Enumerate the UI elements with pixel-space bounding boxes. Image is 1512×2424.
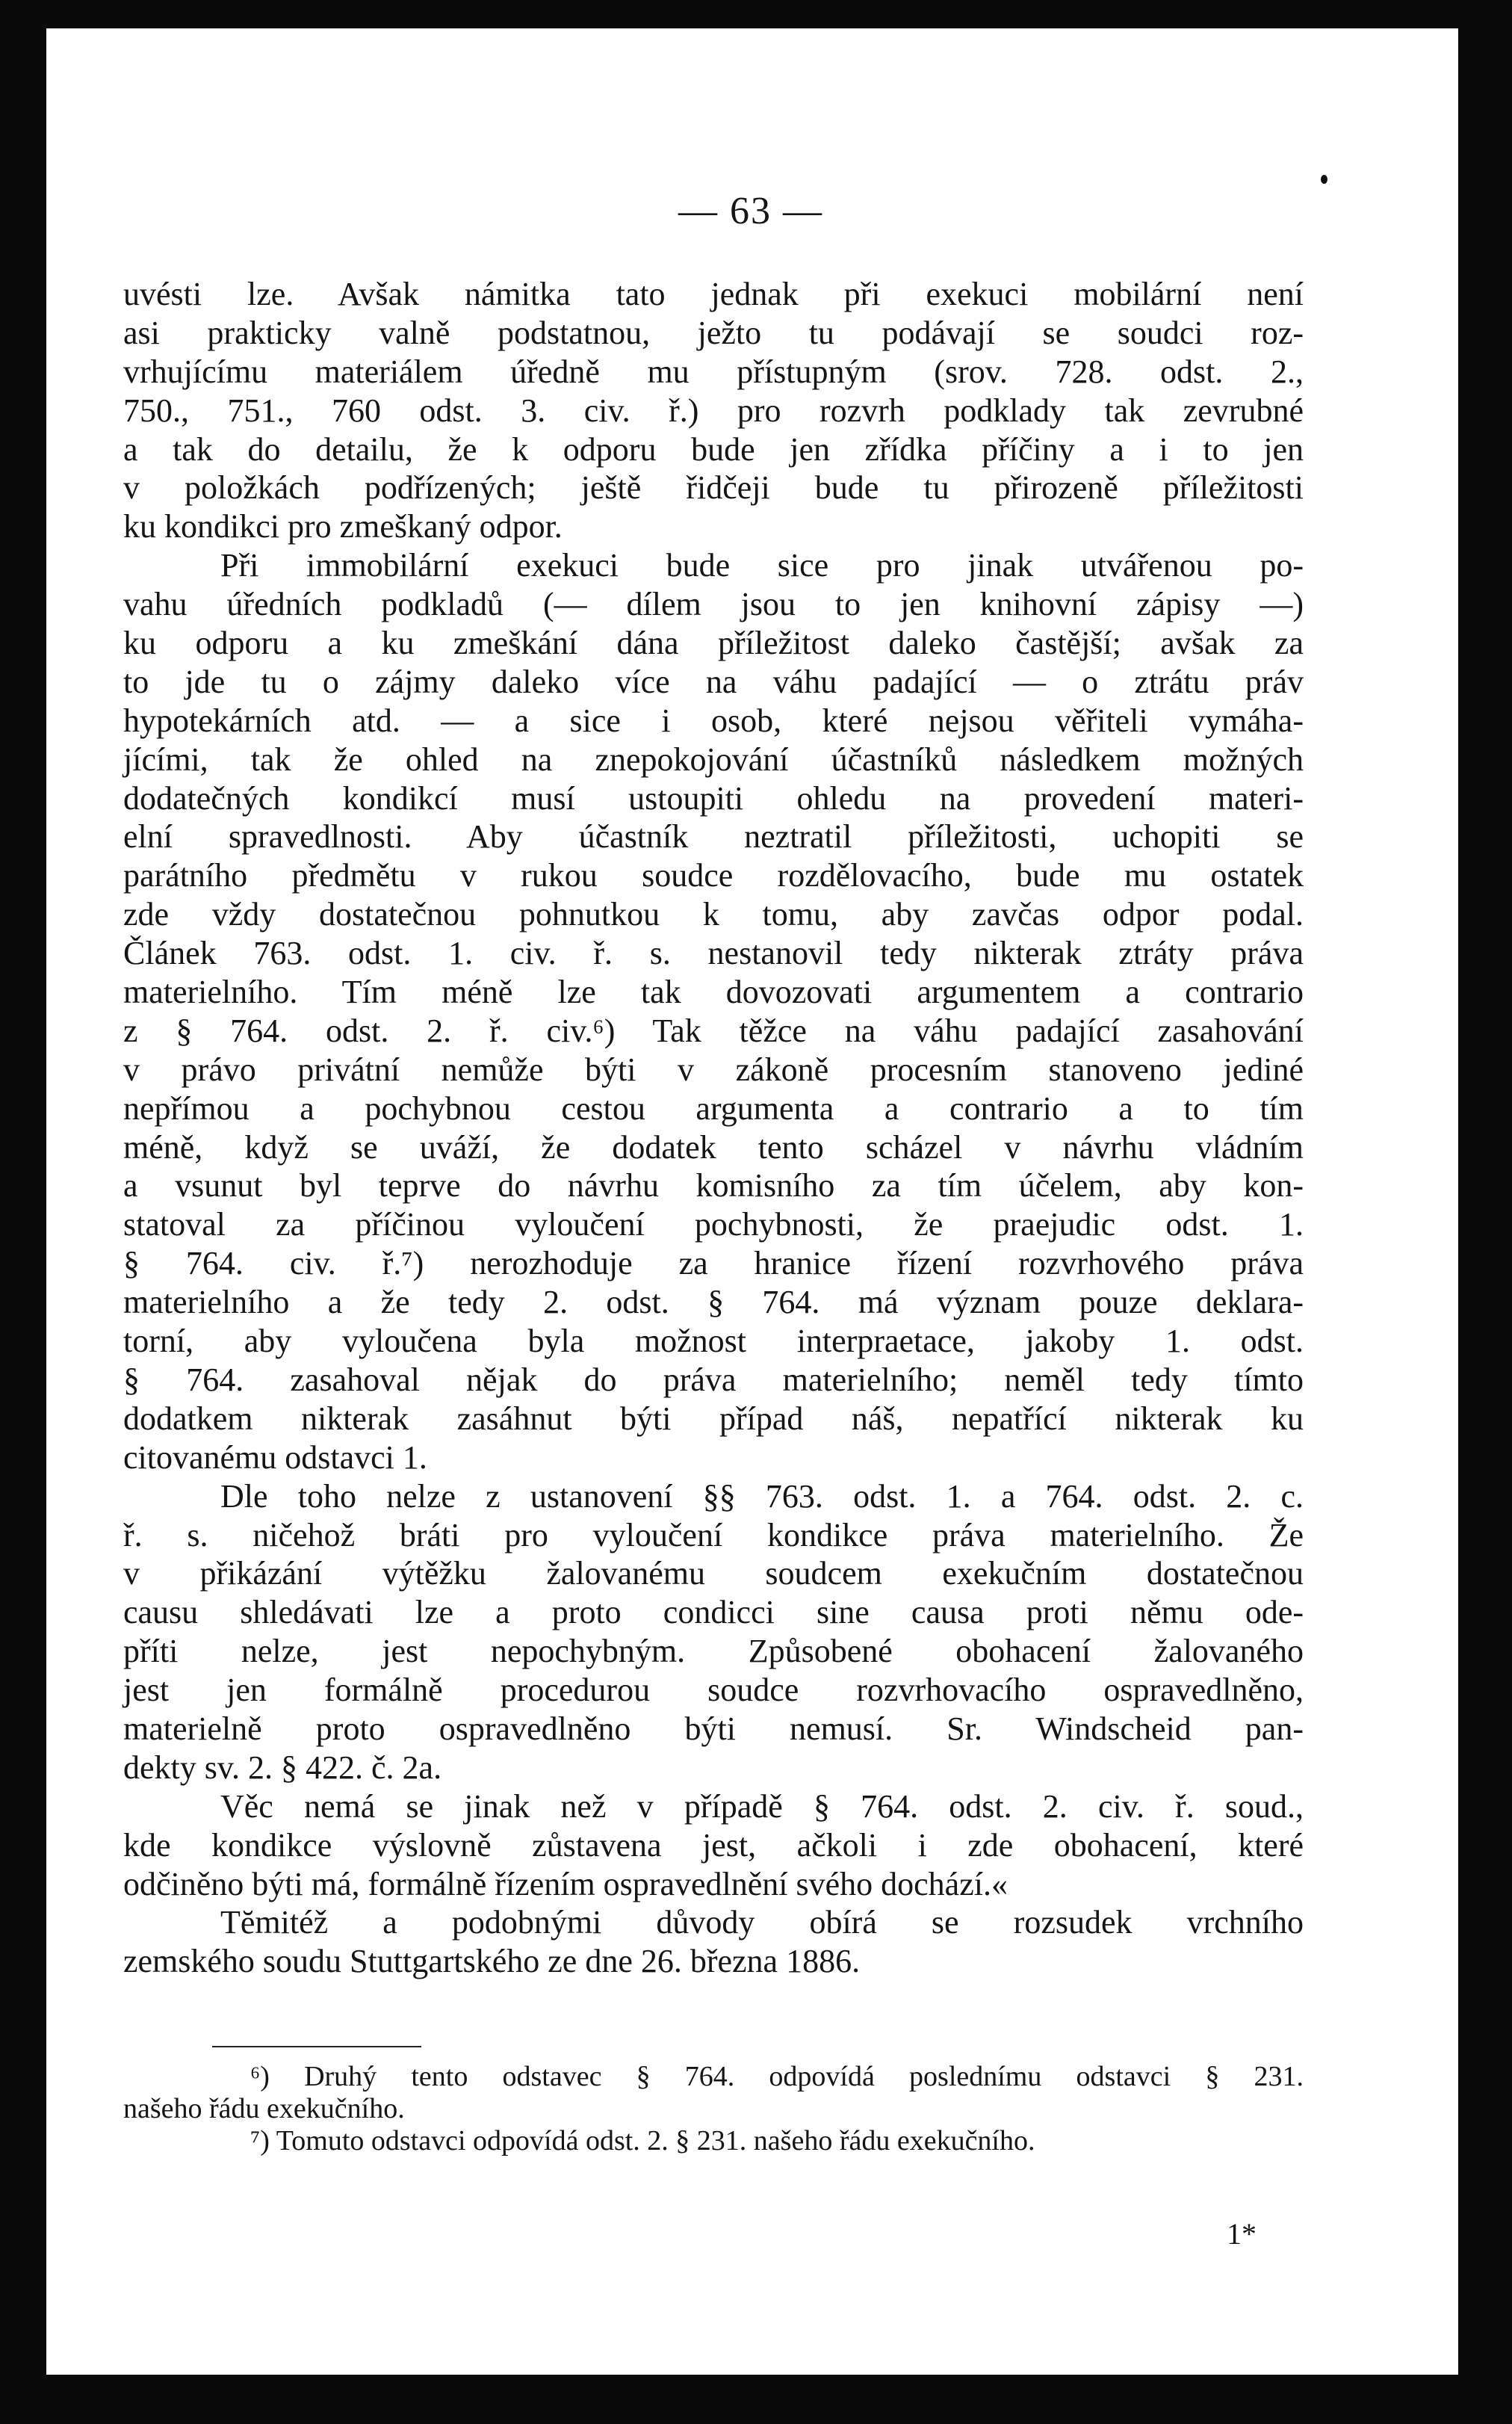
text-line: § 764. civ. ř.⁷) nerozhoduje za hranice řízení rozvrhového práva — [123, 1245, 1304, 1282]
text-line: a vsunut byl teprve do návrhu komisního za tím účelem, aby kon- — [123, 1167, 1304, 1205]
ink-speck — [1321, 175, 1327, 184]
text-line: materielně proto ospravedlněno býti nemusí. Sr. Windscheid pan- — [123, 1710, 1304, 1747]
body-text — [123, 275, 1304, 1981]
text-line: jícími, tak že ohled na znepokojování účastníků následkem možných — [123, 741, 1304, 778]
book-page — [46, 28, 1458, 2375]
text-line: Dle toho nelze z ustanovení §§ 763. odst. 1. a 764. odst. 2. c. — [220, 1477, 1304, 1515]
text-line: příti nelze, jest nepochybným. Způsobené obohacení žalovaného — [123, 1633, 1304, 1670]
footnote-line: ⁶) Druhý tento odstavec § 764. odpovídá poslednímu odstavci § 231. — [250, 2061, 1304, 2092]
text-line: z § 764. odst. 2. ř. civ.⁶) Tak těžce na váhu padající zasahování — [123, 1012, 1304, 1049]
text-line: vrhujícímu materiálem úředně mu přístupným (srov. 728. odst. 2., — [123, 353, 1304, 390]
text-line: kde kondikce výslovně zůstavena jest, ačkoli i zde obohacení, které — [123, 1826, 1304, 1864]
text-line: v položkách podřízených; ještě řidčeji bude tu přirozeně příležitosti — [123, 469, 1304, 507]
text-line: 750., 751., 760 odst. 3. civ. ř.) pro rozvrh podklady tak zevrubné — [123, 392, 1304, 429]
text-line: elní spravedlnosti. Aby účastník neztratil příležitosti, uchopiti se — [123, 818, 1304, 856]
text-line: Při immobilární exekuci bude sice pro jinak utvářenou po- — [220, 547, 1304, 584]
text-line: citovanému odstavci 1. — [123, 1438, 427, 1476]
footnotes — [123, 2061, 1304, 2157]
text-line: dodatečných kondikcí musí ustoupiti ohledu na provedení materi- — [123, 779, 1304, 817]
text-line: jest jen formálně procedurou soudce rozvrhovacího ospravedlněno, — [123, 1672, 1304, 1709]
text-line: uvésti lze. Avšak námitka tato jednak při exekuci mobilární není — [123, 276, 1304, 312]
text-line: parátního předmětu v rukou soudce rozdělovacího, bude mu ostatek — [123, 857, 1304, 894]
text-line: dekty sv. 2. § 422. č. 2a. — [123, 1749, 442, 1786]
text-line: vahu úředních podkladů (— dílem jsou to jen knihovní zápisy —) — [123, 586, 1304, 623]
text-line: to jde tu o zájmy daleko více na váhu padající — o ztrátu práv — [123, 663, 1304, 700]
footnote-divider — [212, 2046, 421, 2047]
text-line: zemského soudu Stuttgartského ze dne 26. března 1886. — [123, 1943, 861, 1980]
text-line: a tak do detailu, že k odporu bude jen zřídka příčiny a i to jen — [123, 430, 1304, 468]
text-line: ř. s. ničehož bráti pro vyloučení kondikce práva materielního. Že — [123, 1516, 1304, 1553]
page-number: — 63 — — [678, 190, 823, 232]
text-line: nepřímou a pochybnou cestou argumenta a contrario a to tím — [123, 1089, 1304, 1127]
text-line: ku odporu a ku zmeškání dána příležitost daleko častější; avšak za — [123, 625, 1304, 662]
footnote-line: ⁷) Tomuto odstavci odpovídá odst. 2. § 231. našeho řádu exekučního. — [250, 2125, 1035, 2156]
text-line: dodatkem nikterak zasáhnut býti případ náš, nepatřící nikterak ku — [123, 1400, 1304, 1437]
text-line: hypotekárních atd. — a sice i osob, které nejsou věřiteli vymáha- — [123, 702, 1304, 739]
text-line: materielního a že tedy 2. odst. § 764. má význam pouze deklara- — [123, 1284, 1304, 1321]
text-line: asi prakticky valně podstatnou, ježto tu podávají se soudci roz- — [123, 314, 1304, 351]
text-line: Věc nemá se jinak než v případě § 764. odst. 2. civ. ř. soud., — [220, 1787, 1304, 1825]
text-line: statoval za příčinou vyloučení pochybnosti, že praejudic odst. 1. — [123, 1206, 1304, 1243]
text-line: ku kondikci pro zmeškaný odpor. — [123, 508, 563, 545]
text-line: torní, aby vyloučena byla možnost interpraetace, jakoby 1. odst. — [123, 1323, 1304, 1360]
text-line: zde vždy dostatečnou pohnutkou k tomu, aby zavčas odpor podal. — [123, 896, 1304, 933]
text-line: Tĕmitéž a podobnými důvody obírá se rozsudek vrchního — [220, 1904, 1304, 1941]
text-line: v přikázání výtěžku žalovanému soudcem exekučním dostatečnou — [123, 1555, 1304, 1592]
text-line: méně, když se uváží, že dodatek tento scházel v návrhu vládním — [123, 1128, 1304, 1166]
text-line: v právo privátní nemůže býti v zákoně procesním stanoveno jediné — [123, 1051, 1304, 1088]
text-line: § 764. zasahoval nějak do práva materielního; neměl tedy tímto — [123, 1361, 1304, 1398]
text-line: materielního. Tím méně lze tak dovozovati argumentem a contrario — [123, 974, 1304, 1011]
text-line: odčiněno býti má, formálně řízením ospravedlnění svého dochází.« — [123, 1865, 1008, 1902]
text-line: causu shledávati lze a proto condicci sine causa proti němu ode- — [123, 1594, 1304, 1631]
text-line: Článek 763. odst. 1. civ. ř. s. nestanovil tedy nikterak ztráty práva — [123, 935, 1304, 972]
signature-mark: 1* — [1227, 2217, 1257, 2251]
footnote-line: našeho řádu exekučního. — [123, 2093, 405, 2124]
